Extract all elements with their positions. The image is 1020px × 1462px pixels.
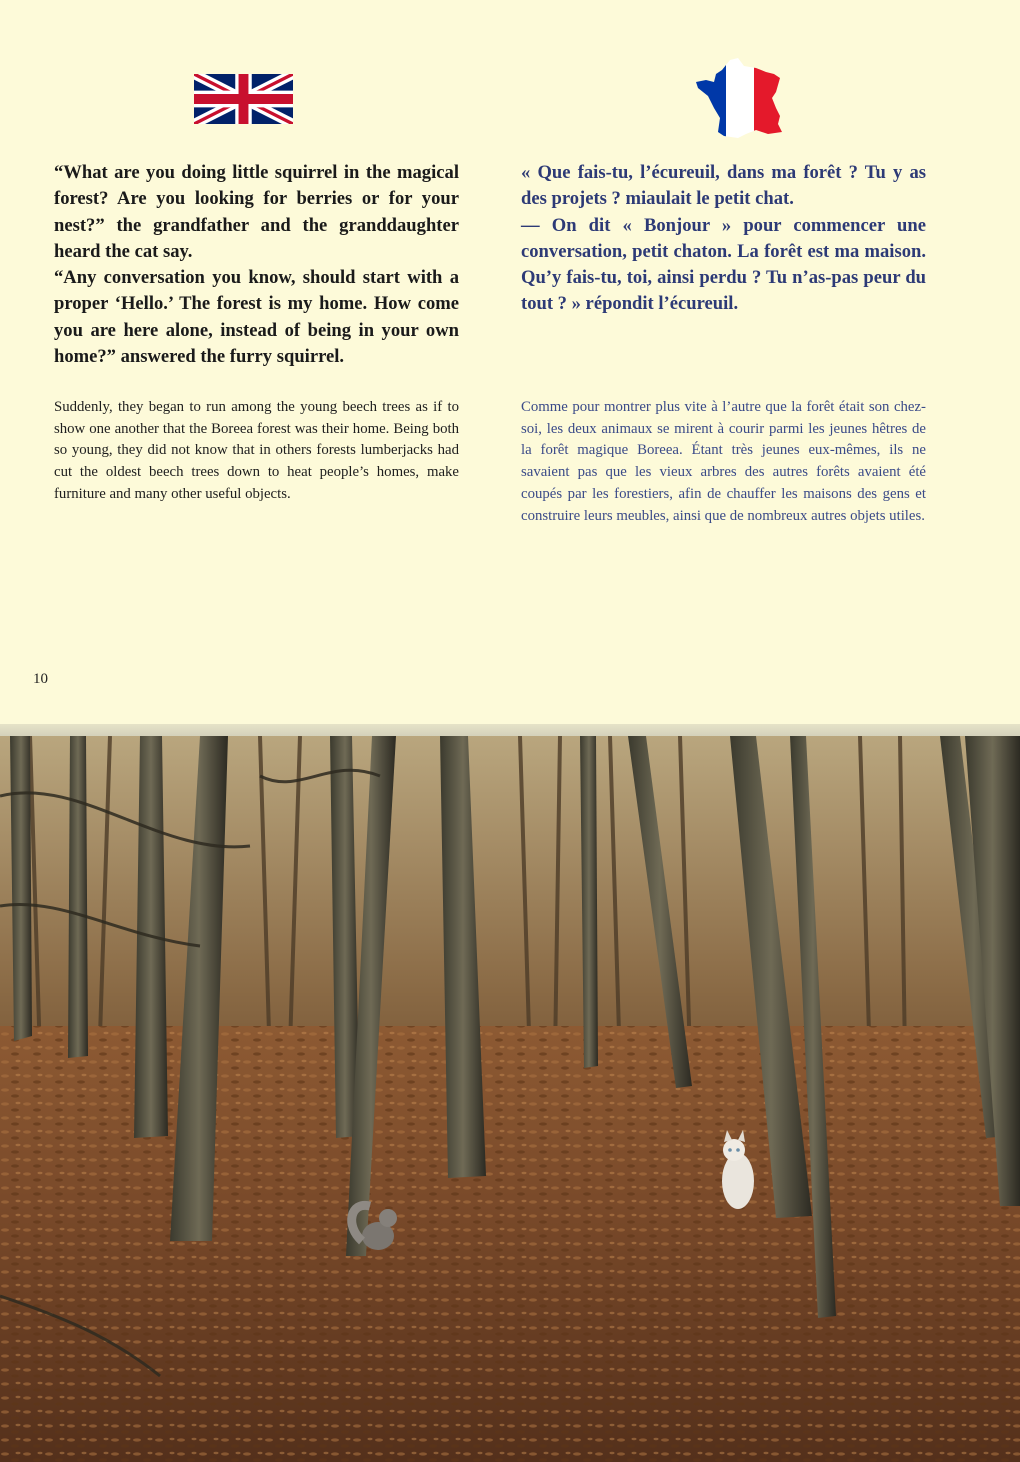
france-flag-map-icon [694, 58, 784, 140]
uk-flag-icon [194, 74, 293, 124]
forest-illustration [0, 736, 1020, 1462]
english-dialogue-paragraph: “What are you doing little squirrel in the magical forest? Are you looking for berries or for your nest?” the grandfather and the granddaughter heard the cat say. [54, 162, 459, 262]
french-dialogue [521, 160, 926, 318]
french-narration: Comme pour montrer plus vite à l’autre que la forêt était son chez-soi, les deux animaux se mirent à courir parmi les jeunes hêtres de la forêt magique Boreea. Étant très jeunes eux-mêmes, ils ne savaient pas que les vieux arbres des autres forêts avaient été coupés par les forestiers, afin de chauffer les maisons des gens et construire leurs meubles, ainsi que de nombreux autres objets utiles. [521, 399, 926, 524]
english-narration: Suddenly, they began to run among the young beech trees as if to show one another that the Boreea forest was their home. Being both so young, they did not know that in others forests lumberjacks had cut the oldest beech trees down to heat people’s homes, make furniture and many other useful objects. [54, 399, 459, 502]
page-number: 10 [33, 671, 48, 687]
french-dialogue-paragraph: « Que fais-tu, l’écureuil, dans ma forêt ? Tu y as des projets ? miaulait le petit chat. [521, 162, 926, 210]
english-dialogue-paragraph: “Any conversation you know, should start with a proper ‘Hello.’ The forest is my home. How come you are here alone, instead of being in your own home?” answered the furry squirrel. [54, 267, 459, 368]
page-divider [0, 724, 1020, 736]
french-dialogue-paragraph: — On dit « Bonjour » pour commencer une conversation, petit chaton. La forêt est ma maison. Qu’y fais-tu, toi, ainsi perdu ? Tu n’as-pas peur du tout ? » répondit l’écureuil. [521, 214, 926, 315]
english-dialogue [54, 160, 459, 370]
